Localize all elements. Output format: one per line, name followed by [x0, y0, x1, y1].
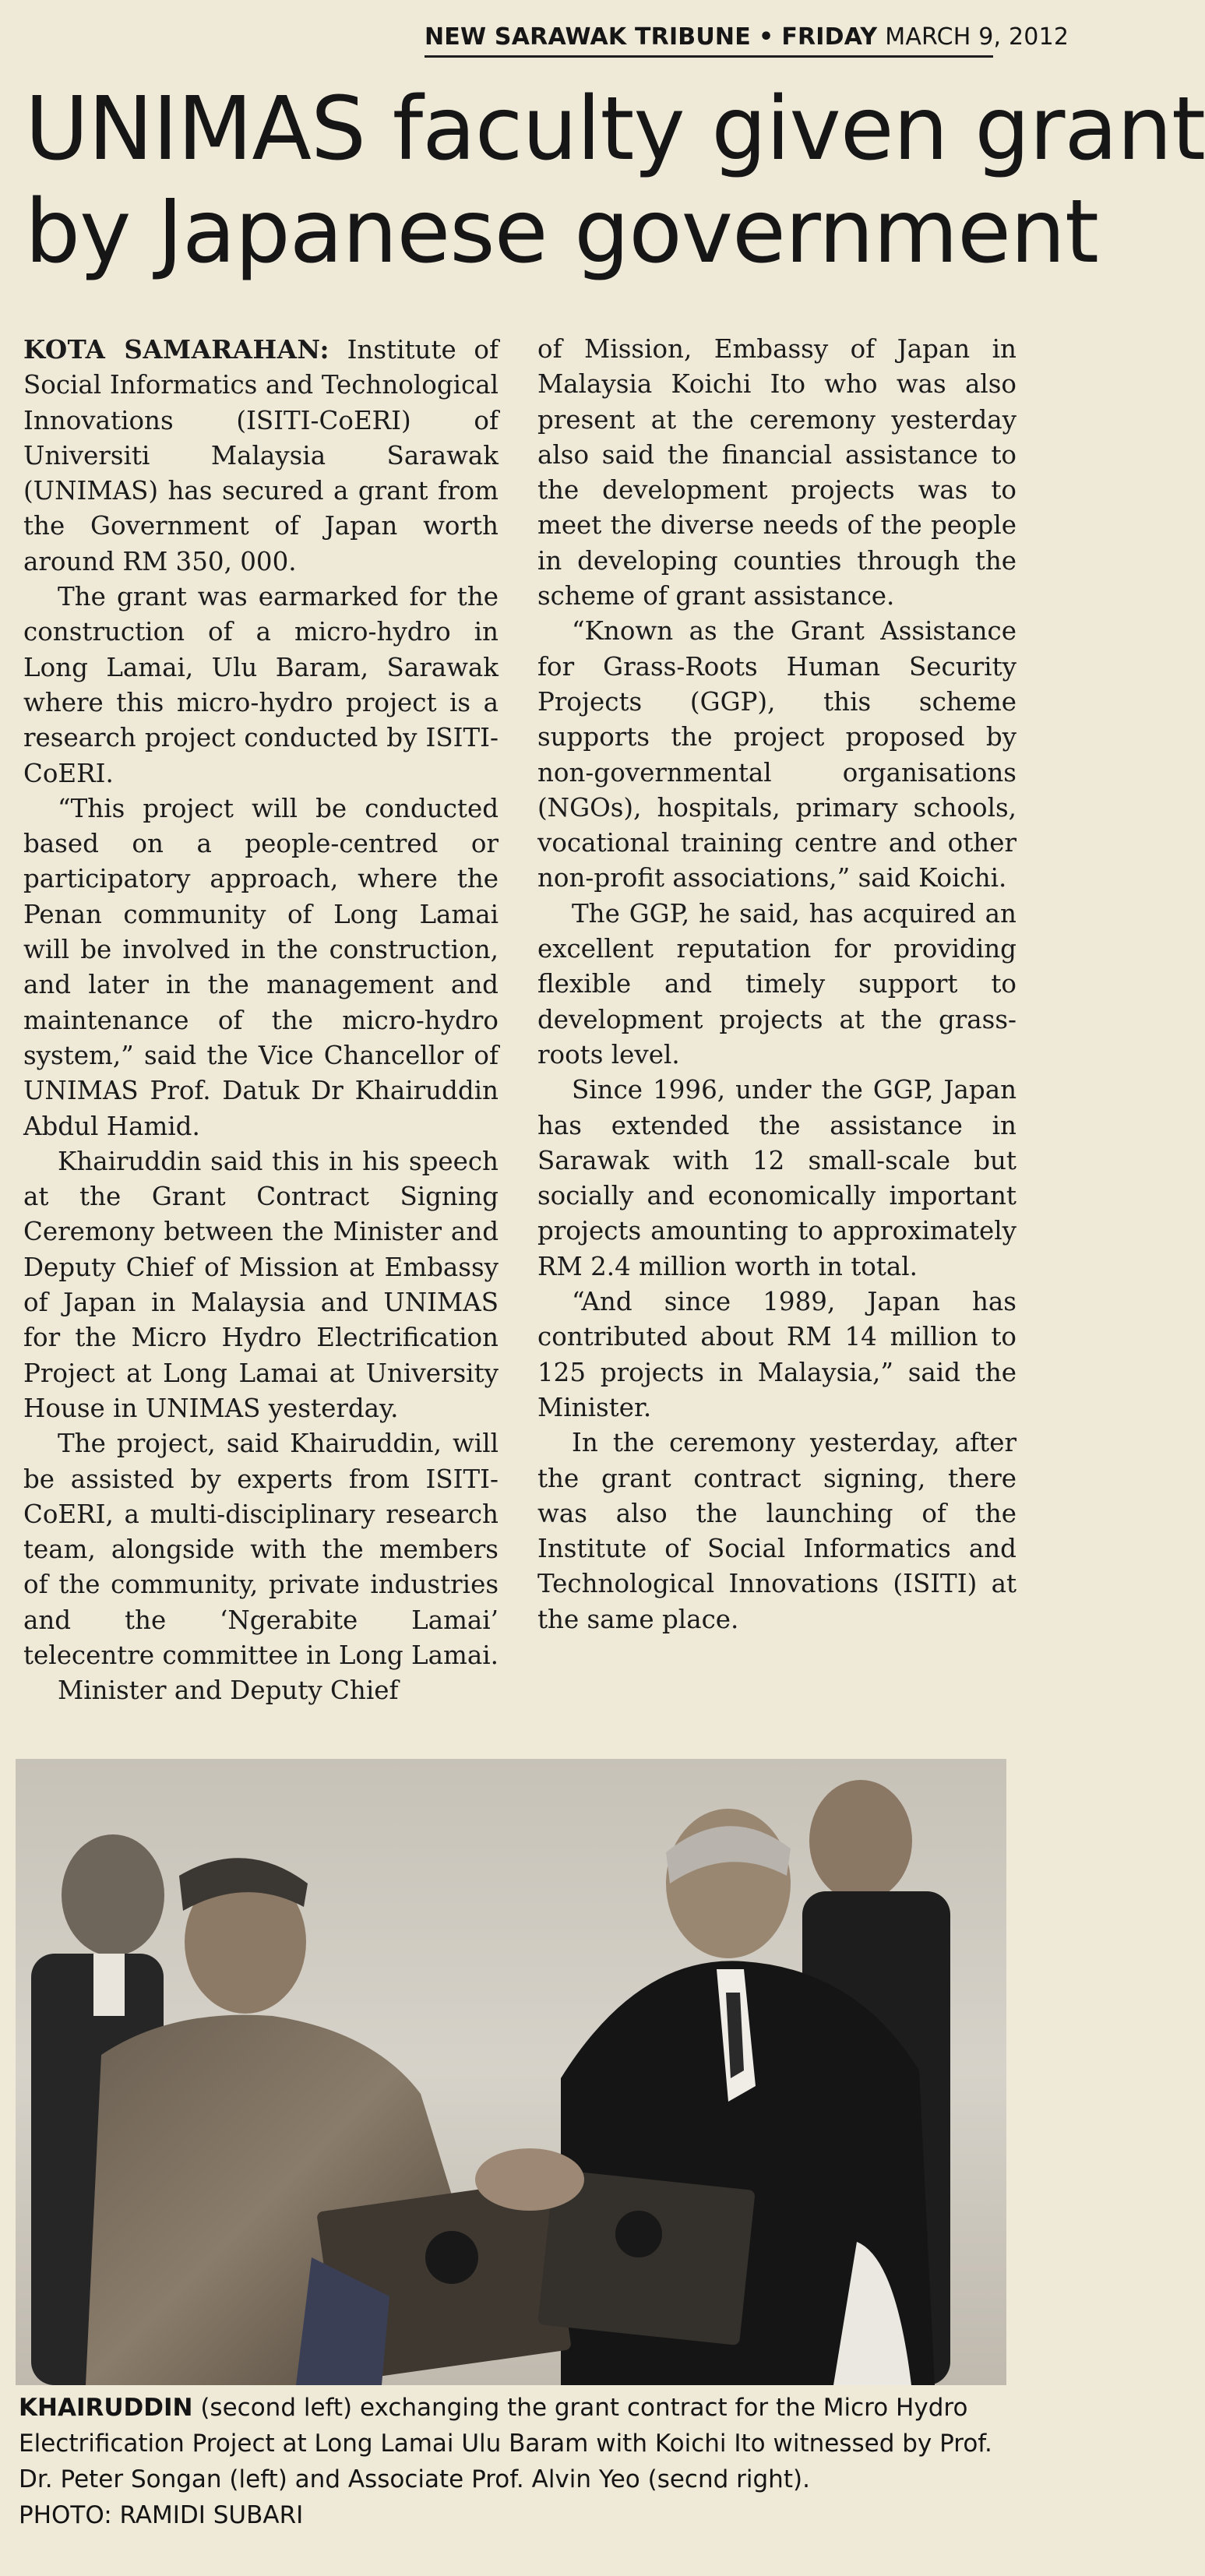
photo-credit: PHOTO: RAMIDI SUBARI	[19, 2501, 304, 2529]
masthead-day: FRIDAY	[781, 23, 878, 51]
article-paragraph: Khairuddin said this in his speech at the Grant Contract Signing Ceremony between the Minister and Deputy Chief of Mission at Embassy of Japan in Malaysia and UNIMAS for the Micro Hydro Electrification Project at Long Lamai at University House in UNIMAS yesterday.	[23, 1146, 499, 1423]
paragraph-text: Institute of Social Informatics and Technological Innovations (ISITI-CoERI) of Universiti Malaysia Sarawak (UNIMAS) has secured a grant from the Government of Japan worth around RM 350, 000.	[23, 335, 499, 576]
article-paragraph: The project, said Khairuddin, will be assisted by experts from ISITI-CoERI, a multi-disciplinary research team, alongside with the members of the community, private industries and the ‘Ngerabite Lamai’ telecentre committee in Long Lamai.	[23, 1429, 499, 1670]
article-paragraph: “And since 1989, Japan has contributed about RM 14 million to 125 projects in Malaysia,” said the Minister.	[537, 1287, 1016, 1422]
headline	[25, 78, 1205, 284]
headline-line-1: UNIMAS faculty given grant	[25, 79, 1205, 180]
masthead	[425, 14, 1069, 58]
caption-text: (second left) exchanging the grant contract for the Micro Hydro Electrification Project at Long Lamai Ulu Baram with Koichi Ito witnessed by Prof. Dr. Peter Songan (left) and Associate Prof. Alvin Yeo (secnd right).	[19, 2394, 992, 2493]
article-paragraph	[23, 332, 499, 580]
masthead-date: MARCH 9, 2012	[885, 23, 1069, 51]
article-paragraph: of Mission, Embassy of Japan in Malaysia Koichi Ito who was also present at the ceremony yesterday also said the financial assistance to the development projects was to meet the diverse needs of the people in developing counties through the scheme of grant assistance.	[537, 334, 1016, 611]
article-paragraph: Since 1996, under the GGP, Japan has extended the assistance in Sarawak with 12 small-scale but socially and economically important projects amounting to approximately RM 2.4 million worth in total.	[537, 1075, 1016, 1281]
article-paragraph: “This project will be conducted based on a people-centred or participatory approach, where the Penan community of Long Lamai will be involved in the construction, and later in the management and maintenance of the micro-hydro system,” said the Vice Chancellor of UNIMAS Prof. Datuk Dr Khairuddin Abdul Hamid.	[23, 793, 499, 1141]
photo-caption	[19, 2390, 1008, 2533]
article-body	[23, 332, 1016, 1742]
article-paragraph: In the ceremony yesterday, after the grant contract signing, there was also the launching of the Institute of Social Informatics and Technological Innovations (ISITI) at the same place.	[537, 1428, 1016, 1634]
masthead-separator: •	[758, 23, 774, 51]
dateline: KOTA SAMARAHAN:	[23, 334, 329, 365]
article-column-1	[23, 332, 499, 1742]
news-photo	[16, 1759, 1006, 2385]
article-paragraph: “Known as the Grant Assistance for Grass-Roots Human Security Projects (GGP), this scheme supports the project proposed by non-governmental organisations (NGOs), hospitals, primary schools, vocational training centre and other non-profit associations,” said Koichi.	[537, 616, 1016, 893]
caption-lead: KHAIRUDDIN	[19, 2394, 193, 2422]
handshake-photo-illustration	[16, 1759, 1006, 2385]
article-column-2	[537, 332, 1016, 1742]
handshake	[475, 2148, 584, 2211]
headline-line-2: by Japanese government	[25, 181, 1098, 283]
article-paragraph: The GGP, he said, has acquired an excellent reputation for providing flexible and timely support to development projects at the grass-roots level.	[537, 898, 1016, 1070]
masthead-paper-name: NEW SARAWAK TRIBUNE	[425, 23, 751, 51]
article-paragraph: Minister and Deputy Chief	[58, 1676, 399, 1706]
article-paragraph: The grant was earmarked for the construction of a micro-hydro in Long Lamai, Ulu Baram, Sarawak where this micro-hydro project is a research project conducted by ISITI-CoERI.	[23, 582, 499, 788]
